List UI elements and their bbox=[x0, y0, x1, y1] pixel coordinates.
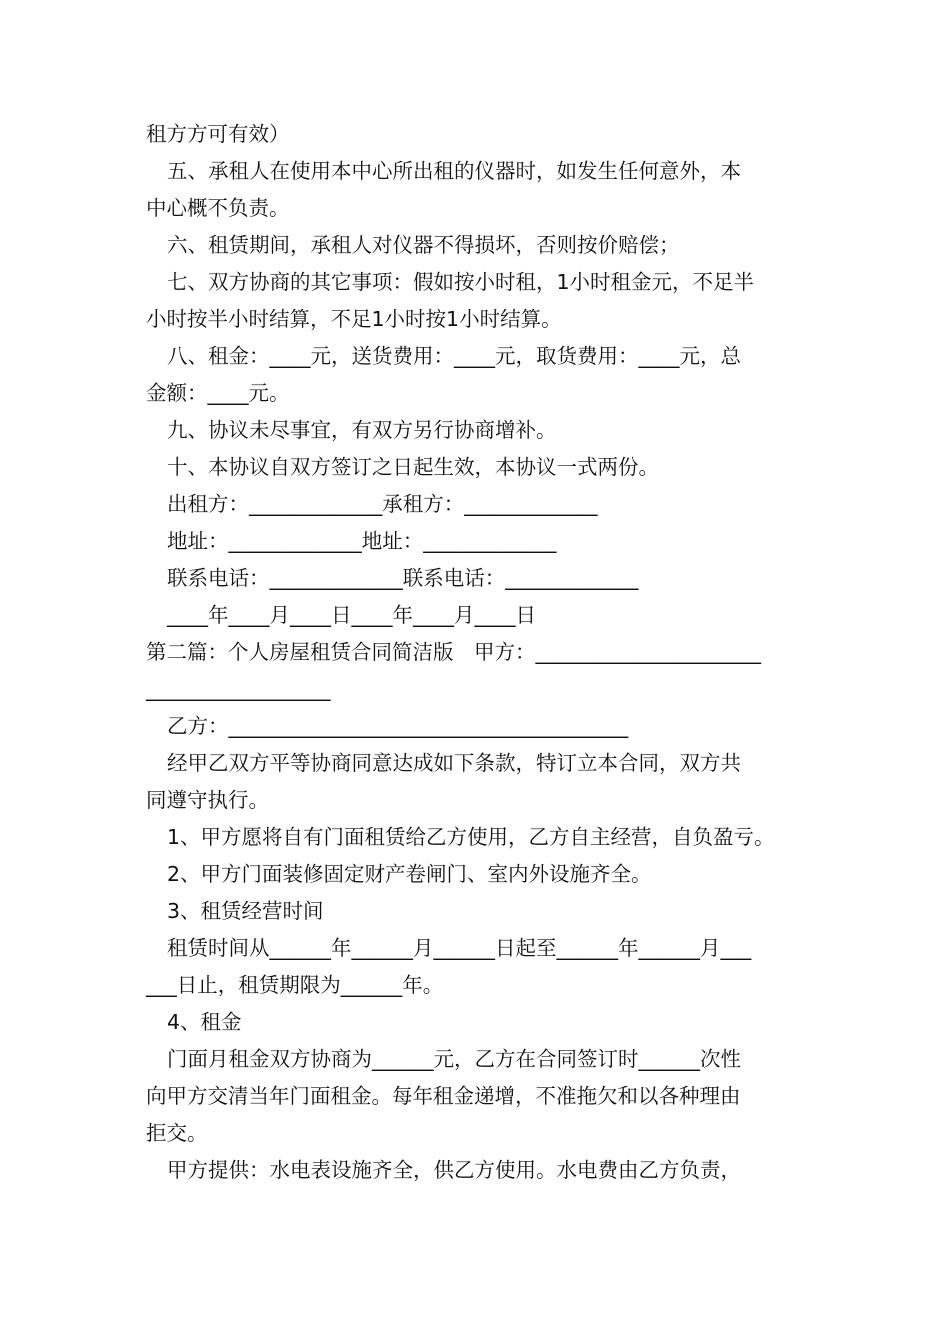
clause-5: 五、承租人在使用本中心所出租的仪器时，如发生任何意外，本 bbox=[167, 159, 741, 183]
text-line: __________________ bbox=[146, 677, 331, 701]
article-1: 1、甲方愿将自有门面租赁给乙方使用，乙方自主经营，自负盈亏。 bbox=[167, 825, 775, 849]
clause-7: 七、双方协商的其它事项：假如按小时租，1小时租金元，不足半 bbox=[167, 270, 755, 294]
clause-10: 十、本协议自双方签订之日起生效，本协议一式两份。 bbox=[167, 455, 659, 479]
signature-date: ____年____月____日____年____月____日 bbox=[167, 603, 536, 627]
text-line: 拒交。 bbox=[146, 1121, 208, 1145]
text-line: 金额：____元。 bbox=[146, 381, 290, 405]
text-line: 向甲方交清当年门面租金。每年租金递增，不准拖欠和以各种理由 bbox=[146, 1084, 741, 1108]
text-line: ___日止，租赁期限为______年。 bbox=[146, 973, 444, 997]
article-3-heading: 3、租赁经营时间 bbox=[167, 899, 324, 923]
rent-paragraph: 门面月租金双方协商为______元，乙方在合同签订时______次性 bbox=[167, 1047, 741, 1071]
text-line: 同遵守执行。 bbox=[146, 788, 269, 812]
signature-address: 地址：_____________地址：_____________ bbox=[167, 529, 557, 553]
signature-parties: 出租方：_____________承租方：_____________ bbox=[167, 492, 598, 516]
intro-paragraph: 经甲乙双方平等协商同意达成如下条款，特订立本合同，双方共 bbox=[167, 751, 741, 775]
signature-phone: 联系电话：_____________联系电话：_____________ bbox=[167, 566, 639, 590]
party-b-line: 乙方：_______________________________________ bbox=[167, 714, 629, 738]
clause-9: 九、协议未尽事宜，有双方另行协商增补。 bbox=[167, 418, 557, 442]
clause-6: 六、租赁期间，承租人对仪器不得损坏，否则按价赔偿； bbox=[167, 233, 680, 257]
text-line: 中心概不负责。 bbox=[146, 196, 290, 220]
text-line: 小时按半小时结算，不足1小时按1小时结算。 bbox=[146, 307, 562, 331]
section-heading: 第二篇：个人房屋租赁合同简洁版 甲方：______________________ bbox=[146, 640, 761, 664]
utilities-paragraph: 甲方提供：水电表设施齐全，供乙方使用。水电费由乙方负责， bbox=[167, 1158, 741, 1182]
document-body bbox=[146, 116, 826, 1189]
article-4-heading: 4、租金 bbox=[167, 1010, 242, 1034]
text-line: 租方方可有效） bbox=[146, 122, 290, 146]
article-2: 2、甲方门面装修固定财产卷闸门、室内外设施齐全。 bbox=[167, 862, 652, 886]
clause-8: 八、租金：____元，送货费用：____元，取货费用：____元，总 bbox=[167, 344, 741, 368]
lease-period: 租赁时间从______年______月______日起至______年______月___ bbox=[167, 936, 752, 960]
